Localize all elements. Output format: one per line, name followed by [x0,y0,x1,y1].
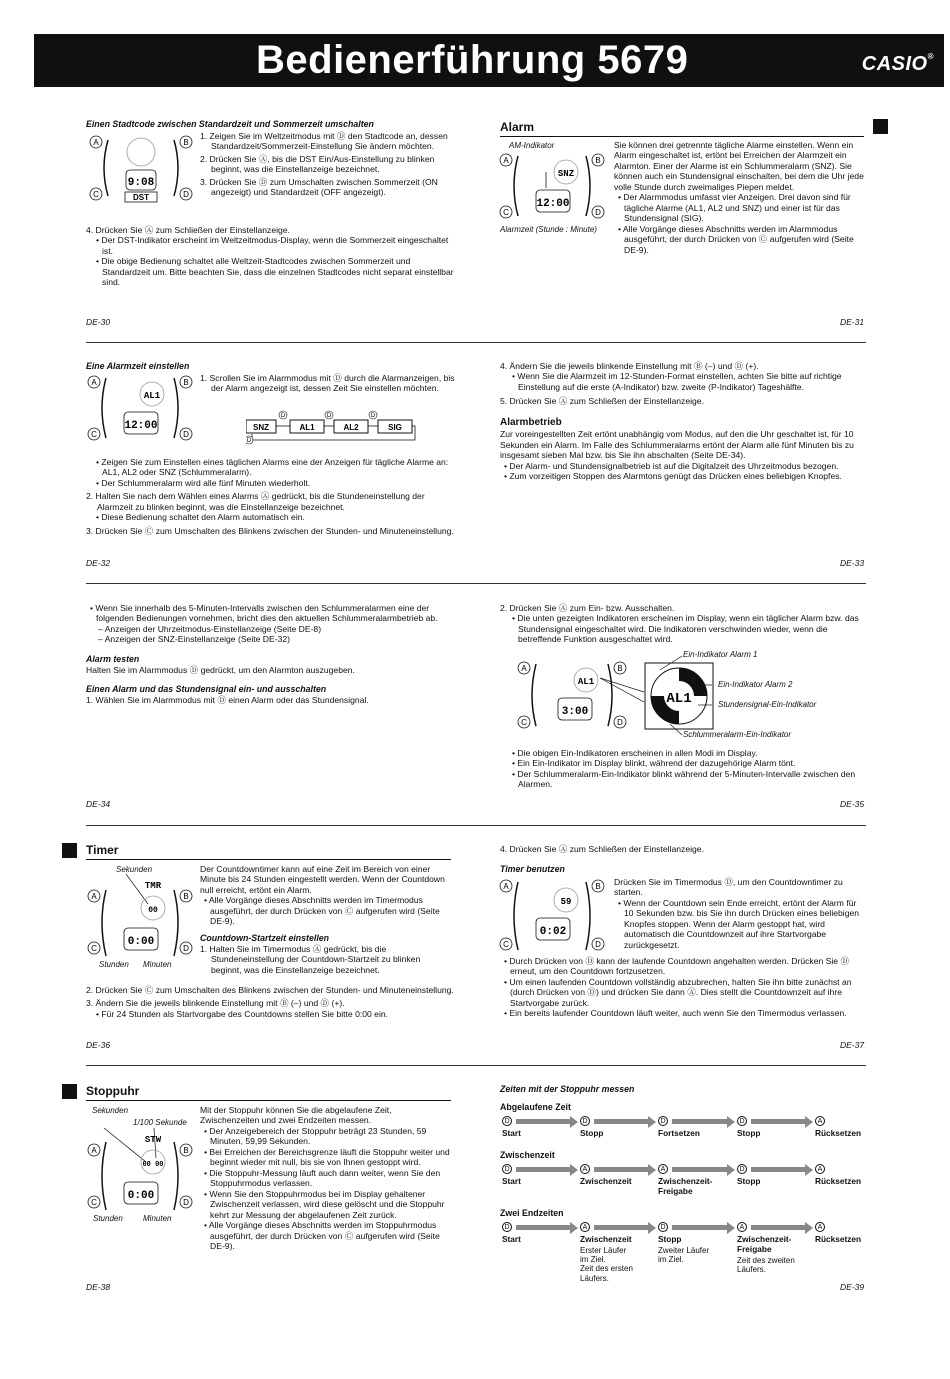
svg-text:B: B [183,1146,189,1155]
de37-step4: 4. Drücken Sie Ⓐ zum Schließen der Einstellanzeige. [500,844,704,854]
de35-bullets: • Die obigen Ein-Indikatoren erscheinen in allen Modi im Display. • Ein Ein-Indikator im Display blinkt, während der dazugehörige Alarm tönt. • Der Schlummeralarm-Ein-Indikator blinkt während der 5-Minuten-Intervalle zwischen den Alarmen. [508,748,863,790]
page-number-de31: DE-31 [840,317,865,327]
svg-text:B: B [183,892,189,901]
section-marker [62,1084,77,1099]
svg-text:D: D [183,944,189,953]
svg-text:12:00: 12:00 [536,198,570,210]
svg-text:C: C [521,718,527,727]
casio-logo: CASIO® [861,52,934,75]
svg-text:AL1: AL1 [577,677,595,687]
row-title: Abgelaufene Zeit [500,1102,571,1112]
svg-text:AL1: AL1 [143,391,161,401]
alarm-time-caption: Alarmzeit (Stunde : Minute) [500,225,597,234]
alarm-flow-diagram [246,410,416,448]
step-label: Zwischenzeit- Freigabe [658,1176,713,1196]
flow-arrowhead [727,1116,735,1128]
step-label: Zwischenzeit [580,1176,632,1186]
flow-arrow [751,1225,805,1230]
de37-heading: Timer benutzen [500,864,565,874]
step-label: Stopp [737,1128,761,1138]
svg-text:C: C [91,430,97,439]
button-d-icon: D [658,1222,668,1232]
flow-arrowhead [805,1116,813,1128]
button-a-icon: A [815,1116,825,1126]
divider [86,1065,866,1066]
de37-text: Drücken Sie im Timermodus Ⓓ, um den Countdowntimer zu starten. • Wenn der Countdown sein Ende erreicht, ertönt der Alarm für 10 Sekunden bzw. bis Sie ihn durch Drücken eines beliebigen Knopfes stoppen. Wenn der Alarm gestoppt hat, wird automatisch die Countdownzeit auf ihre Startvorgabe zurückgesetzt. [614,877,864,950]
label-hourly-signal: Stundensignal-Ein-Indikator [718,700,817,709]
label-snooze: Schlummeralarm-Ein-Indikator [683,730,792,739]
de33-body: 4. Ändern Sie die jeweils blinkende Einstellung mit Ⓑ (–) und Ⓓ (+). • Wenn Sie die Alarmzeit im 12-Stunden-Format einstellen, achten Sie bitte auf richtige Einstellung auf die erste (A-Indikator) bzw. zweite (P-Indikator) Tageshälfte. 5. Drücken Sie Ⓐ zum Schließen der Einstellanzeige. Alarmbetrieb Zur voreingestellten Zeit ertönt unabhängig vom Modus, auf den die Uhr geschaltet ist, für 10 Sekunden ein Alarm. Im Falle des Schlummeralarms ertönt der Alarm alle fünf Minuten bis zu insgesamt sieben Mal bzw. bis Sie ihn abschalten (Seite DE-34). • Der Alarm- und Stundensignalbetrieb ist auf die Digitalzeit des Uhrzeitmodus bezogen. • Zum vorzeitigen Stoppen des Alarmtons genügt das Drücken eines beliebigen Knopfes. [500,361,864,482]
svg-text:0:00: 0:00 [127,1190,155,1202]
svg-text:D: D [183,1198,189,1207]
svg-text:STW: STW [144,1135,162,1145]
flow-arrowhead [805,1222,813,1234]
flow-arrow [751,1119,805,1124]
button-a-icon: A [815,1164,825,1174]
button-d-icon: D [737,1116,747,1126]
page-number-de36: DE-36 [86,1040,111,1050]
alarmbetrieb-heading: Alarmbetrieb [500,416,562,428]
svg-text:00: 00 [148,906,158,915]
watch-illustration-alarm [498,152,608,222]
de32-heading: Eine Alarmzeit einstellen [86,361,190,371]
de37-bullets: • Durch Drücken von Ⓓ kann der laufende Countdown angehalten werden. Drücken Sie Ⓓ erneut, um den Countdown fortzusetzen. • Um einen laufenden Countdown vollständig abzubrechen, halten Sie ihn bitte zunächst an (durch Drücken von Ⓓ) und drücken Sie dann Ⓐ. Dies stellt die Countdownzeit auf ihre Startvorgabe zurück. • Ein bereits laufender Countdown läuft weiter, auch wenn Sie den Timermodus verlassen. [500,956,864,1019]
flow-arrow [672,1167,727,1172]
svg-text:D: D [370,413,376,419]
flow-al1: AL1 [299,423,315,432]
page-number-de34: DE-34 [86,799,111,809]
button-a-icon: A [737,1222,747,1232]
section-marker [873,119,888,134]
svg-text:A: A [503,882,509,891]
page-number-de38: DE-38 [86,1282,111,1292]
step-note: Erster Läufer im Ziel. Zeit des ersten Läufers. [580,1246,633,1283]
dst-time: 9:08 [127,177,155,189]
step-label: Start [502,1176,521,1186]
button-d-icon: D [580,1116,590,1126]
step-label: Stopp [580,1128,604,1138]
svg-text:A: A [503,156,509,165]
indicator-leader-lines [600,650,720,740]
step-note: Zweiter Läufer im Ziel. [658,1246,710,1265]
svg-text:D: D [617,718,623,727]
svg-text:AL1: AL1 [666,691,692,707]
label-alarm2: Ein-Indikator Alarm 2 [718,680,793,689]
step-label: Start [502,1234,521,1244]
svg-text:A: A [91,1146,97,1155]
de32-step1: 1. Scrollen Sie im Alarmmodus mit Ⓓ durch die Alarmanzeigen, bis der Alarm angezeigt ist, dessen Zeit Sie einstellen möchten. [200,373,455,394]
step-label: Zwischenzeit- Freigabe [737,1234,792,1254]
svg-text:A: A [93,138,99,147]
divider [86,342,866,343]
flow-arrow [751,1167,805,1172]
svg-text:DST: DST [133,193,149,202]
row-title: Zwischenzeit [500,1150,555,1160]
step-note: Zeit des zweiten Läufers. [737,1256,795,1275]
row-title: Zwei Endzeiten [500,1208,564,1218]
timer-heading: Timer [86,843,451,860]
de32-body: • Zeigen Sie zum Einstellen eines täglichen Alarms eine der Anzeigen für tägliche Alarme an: AL1, AL2 oder SNZ (Schlummeralarm). • Der Schlummeralarm wird alle fünf Minuten wiederholt. 2. Halten Sie nach dem Wählen eines Alarms Ⓐ gedrückt, bis die Stundeneinstellung der Alarmzeit zu blinken beginnt, was die Einstellanzeige bezeichnet. • Diese Bedienung schaltet den Alarm automatisch ein. 3. Drücken Sie Ⓒ zum Umschalten des Blinkens zwischen der Stunden- und Minuteneinstellung. [86,457,456,536]
button-a-icon: A [658,1164,668,1174]
svg-text:B: B [183,378,189,387]
button-d-icon: D [502,1222,512,1232]
svg-text:TMR: TMR [144,881,162,891]
de34-body: • Wenn Sie innerhalb des 5-Minuten-Intervalls zwischen den Schlummeralarmen eine der folgenden Bedienungen vornehmen, bricht dies den aktuellen Schlummeralarmbetrieb ab. – Anzeigen der Uhrzeitmodus-Einstellanzeige (Seite DE-8) – Anzeigen der SNZ-Einstellanzeige (Seite DE-32) Alarm testen Halten Sie im Alarmmodus Ⓓ gedrückt, um den Alarmton auszugeben. Einen Alarm und das Stundensignal ein- und ausschalten 1. Wählen Sie im Alarmmodus mit Ⓓ einen Alarm oder das Stundensignal. [86,603,456,705]
alarm-heading: Alarm [500,120,864,137]
page-number-de32: DE-32 [86,558,111,568]
divider [86,825,866,826]
flow-arrow [672,1225,727,1230]
de30-heading: Einen Stadtcode zwischen Standardzeit und Sommerzeit umschalten [86,119,374,129]
flow-al2: AL2 [343,423,359,432]
step-label: Stopp [658,1234,682,1244]
svg-text:A: A [91,378,97,387]
am-indicator-label: AM-Indikator [509,141,555,150]
flow-arrow [516,1167,570,1172]
page-number-de37: DE-37 [840,1040,865,1050]
flow-arrowhead [570,1164,578,1176]
step-label: Rücksetzen [815,1176,862,1186]
svg-text:A: A [91,892,97,901]
svg-text:C: C [91,1198,97,1207]
svg-text:SNZ: SNZ [557,169,575,179]
svg-text:59: 59 [560,897,572,907]
flow-arrow [672,1119,727,1124]
flow-arrow [594,1167,648,1172]
page-number-de30: DE-30 [86,317,111,327]
svg-text:0:00: 0:00 [127,936,155,948]
button-d-icon: D [737,1164,747,1174]
de38-text: Mit der Stoppuhr können Sie die abgelaufene Zeit, Zwischenzeiten und zwei Endzeiten messen. • Der Anzeigebereich der Stoppuhr beträgt 23 Stunden, 59 Minuten, 59,99 Sekunden. • Bei Erreichen der Bereichsgrenze läuft die Stoppuhr weiter und beginnt wieder mit null, bis sie von Ihnen gestoppt wird. • Die Stoppuhr-Messung läuft auch dann weiter, wenn Sie den Stoppuhrmodus verlassen. • Wenn Sie den Stoppuhrmodus bei im Display gehaltener Zwischenzeit verlassen, wird diese gelöscht und die Stoppuhr kehrt zur Messung der abgelaufenen Zeit zurück. • Alle Vorgänge dieses Abschnitts werden im Stoppuhrmodus ausgeführt, der durch Drücken von Ⓒ aufgerufen wird (Seite DE-9). [200,1105,452,1252]
flow-sig: SIG [388,423,402,432]
svg-text:C: C [93,190,99,199]
watch-illustration-stopwatch [86,1128,196,1212]
svg-text:C: C [503,940,509,949]
svg-text:D: D [183,190,189,199]
section-marker [62,843,77,858]
flow-arrow [516,1225,570,1230]
flow-arrowhead [570,1116,578,1128]
svg-text:C: C [91,944,97,953]
flow-arrowhead [805,1164,813,1176]
watch-illustration-timer [86,874,196,958]
flow-arrow [516,1119,570,1124]
watch-illustration-dst [86,132,196,212]
de30-lower: 4. Drücken Sie Ⓐ zum Schließen der Einstellanzeige. • Der DST-Indikator erscheint im Weltzeitmodus-Display, wenn die Sommerzeit eingeschaltet ist. • Die obige Bedienung schaltet alle Weltzeit-Stadtcodes zwischen Sommerzeit und Standardzeit um. Bitte beachten Sie, dass die einzelnen Stadtcodes nicht separat einstellbar sind. [86,225,456,288]
flow-arrowhead [648,1116,656,1128]
de30-steps: 1. Zeigen Sie im Weltzeitmodus mit Ⓓ den Stadtcode an, dessen Standardzeit/Sommerzeit-Einstellung Sie ändern möchten. 2. Drücken Sie Ⓐ, bis die DST Ein/Aus-Einstellung zu blinken beginnt, was die Einstellanzeige bezeichnet. 3. Drücken Sie Ⓓ zum Umschalten zwischen Sommerzeit (ON angezeigt) und Standardzeit (OFF angezeigt). [200,131,448,198]
step-label: Zwischenzeit [580,1234,632,1244]
flow-arrowhead [648,1222,656,1234]
button-d-icon: D [502,1116,512,1126]
label-alarm1: Ein-Indikator Alarm 1 [683,650,758,659]
svg-text:D: D [280,413,286,419]
step-label: Start [502,1128,521,1138]
de35-top: 2. Drücken Sie Ⓐ zum Ein- bzw. Ausschalten. • Die unten gezeigten Indikatoren erscheinen im Display, wenn ein täglicher Alarm bzw. das Stundensignal eingeschaltet wird. Die Indikatoren verschwinden wieder, wenn die betreffende Funktion ausgeschaltet wird. [500,603,864,645]
svg-text:0:02: 0:02 [539,926,567,938]
step-label: Rücksetzen [815,1128,862,1138]
flow-arrowhead [648,1164,656,1176]
svg-text:D: D [595,208,601,217]
page-title: Bedienerführung 5679 [256,38,689,82]
de36-text: Der Countdowntimer kann auf eine Zeit im Bereich von einer Minute bis 24 Stunden eingestellt werden. Wenn der Countdown null erreicht, ertönt ein Alarm. • Alle Vorgänge dieses Abschnitts werden im Timermodus ausgeführt, der durch Drücken von Ⓒ aufgerufen wird (Seite DE-9). Countdown-Startzeit einstellen 1. Halten Sie im Timermodus Ⓐ gedrückt, bis die Stundeneinstellung der Countdown-Startzeit zu blinken beginnt, was die Einstellanzeige bezeichnet. [200,864,452,975]
watch-illustration-timer-run [498,878,608,954]
svg-text:D: D [595,940,601,949]
page-number-de39: DE-39 [840,1282,865,1292]
svg-text:A: A [521,664,527,673]
svg-text:00 00: 00 00 [142,1161,164,1169]
svg-text:D: D [326,413,332,419]
flow-arrowhead [727,1222,735,1234]
svg-text:3:00: 3:00 [561,706,589,718]
svg-text:C: C [503,208,509,217]
svg-text:D: D [246,438,252,444]
de31-text: Sie können drei getrennte tägliche Alarme einstellen. Wenn ein Alarm eingeschaltet ist, ertönt bei Erreichen der Alarmzeit ein Alarmton. Einer der Alarme ist ein Schlummeralarm (SNZ). Sie können auch ein Stundensignal einschalten, bei dem die Uhr jede volle Stunde durch zweimaliges Piepen meldet. • Der Alarmmodus umfasst vier Anzeigen. Drei davon sind für tägliche Alarme (AL1, AL2 und SNZ) und einer ist für das Stundensignal (SIG). • Alle Vorgänge dieses Abschnitts werden im Alarmmodus ausgeführt, der durch Drücken von Ⓒ aufgerufen wird (Seite DE-9). [614,140,864,255]
flow-arrowhead [727,1164,735,1176]
button-d-icon: D [658,1116,668,1126]
svg-text:B: B [595,882,601,891]
page-number-de33: DE-33 [840,558,865,568]
step-label: Rücksetzen [815,1234,862,1244]
svg-text:D: D [183,430,189,439]
page-number-de35: DE-35 [840,799,865,809]
button-a-icon: A [815,1222,825,1232]
svg-text:12:00: 12:00 [124,420,158,432]
svg-text:B: B [595,156,601,165]
button-a-icon: A [580,1222,590,1232]
divider [86,583,866,584]
step-label: Fortsetzen [658,1128,700,1138]
flow-snz: SNZ [253,423,269,432]
svg-text:B: B [183,138,189,147]
page-header [34,34,944,87]
flow-arrowhead [570,1222,578,1234]
flow-arrow [594,1225,648,1230]
step-label: Stopp [737,1176,761,1186]
stopwatch-heading: Stoppuhr [86,1084,451,1101]
flow-arrow [594,1119,648,1124]
watch-illustration-al1 [86,374,196,444]
de39-heading: Zeiten mit der Stoppuhr messen [500,1084,635,1094]
button-a-icon: A [580,1164,590,1174]
de36-lower: 2. Drücken Sie Ⓒ zum Umschalten des Blinkens zwischen der Stunden- und Minuteneinstellung. 3. Ändern Sie die jeweils blinkende Einstellung mit Ⓑ (–) und Ⓓ (+). • Für 24 Stunden als Startvorgabe des Countdowns stellen Sie bitte 0:00 ein. [86,985,456,1019]
button-d-icon: D [502,1164,512,1174]
svg-text:B: B [617,664,623,673]
